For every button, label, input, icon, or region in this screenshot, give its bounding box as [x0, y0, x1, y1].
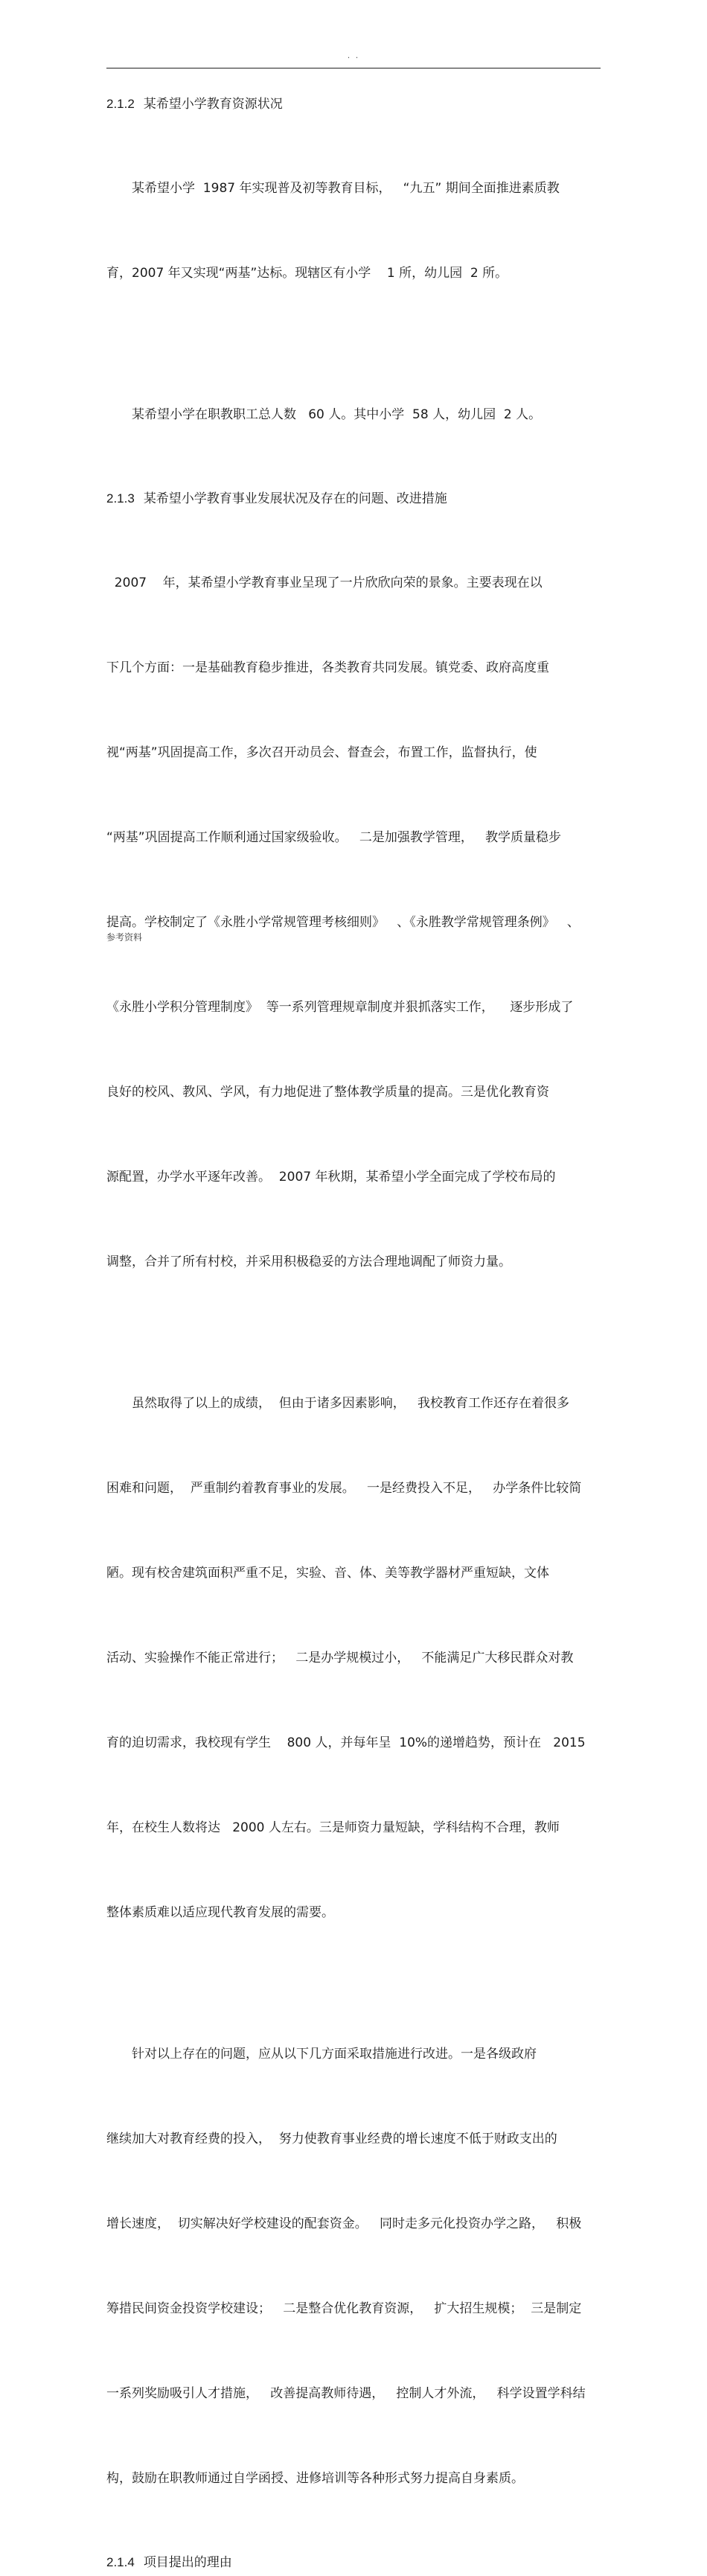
text-line: 《永胜小学积分管理制度》 等一系列管理规章制度并狠抓落实工作， 逐步形成了: [106, 1000, 574, 1015]
text-line: 某希望小学在职教职工总人数 60 人。其中小学 58 人，幼儿园 2 人。: [106, 407, 542, 422]
text-line: 2007 年，某希望小学教育事业呈现了一片欣欣向荣的景象。主要表现在以: [106, 576, 543, 590]
text-line: “两基”巩固提高工作顺利通过国家级验收。 二是加强教学管理， 教学质量稳步: [106, 830, 562, 845]
section-heading-2-1-2: [106, 91, 601, 118]
paragraph: [106, 512, 601, 1333]
section-title: 项目提出的理由: [143, 2555, 232, 2570]
text-line: 良好的校风、教风、学风，有力地促进了整体教学质量的提高。三是优化教育资: [106, 1085, 549, 1100]
text-line: 虽然取得了以上的成绩， 但由于诸多因素影响， 我校教育工作还存在着很多: [106, 1396, 570, 1411]
document-body: [106, 91, 601, 2576]
section-number: 2.1.4: [106, 2555, 135, 2569]
text-line: 育，2007 年又实现“两基”达标。现辖区有小学 1 所，幼儿园 2 所。: [106, 266, 508, 281]
paragraph: [106, 344, 601, 485]
text-line: 活动、实验操作不能正常进行； 二是办学规模过小， 不能满足广大移民群众对教: [106, 1651, 574, 1665]
paragraph: [106, 1983, 601, 2549]
section-heading-2-1-3: [106, 485, 601, 512]
text-line: 调整，合并了所有村校，并采用积极稳妥的方法合理地调配了师资力量。: [106, 1254, 511, 1269]
text-line: 视“两基”巩固提高工作，多次召开动员会、督查会，布置工作，监督执行，使: [106, 745, 537, 760]
page-footer: 参考资料: [106, 932, 143, 943]
paragraph: [106, 118, 601, 344]
text-line: 整体素质难以适应现代教育发展的需要。: [106, 1905, 334, 1920]
section-number: 2.1.3: [106, 491, 135, 506]
page-header-mark: . .: [347, 51, 360, 60]
section-number: 2.1.2: [106, 97, 135, 111]
section-title: 某希望小学教育事业发展状况及存在的问题、改进措施: [143, 491, 447, 506]
text-line: 增长速度， 切实解决好学校建设的配套资金。 同时走多元化投资办学之路， 积极: [106, 2216, 582, 2231]
text-line: 一系列奖励吸引人才措施， 改善提高教师待遇， 控制人才外流， 科学设置学科结: [106, 2386, 586, 2401]
text-line: 陋。现有校舍建筑面积严重不足，实验、音、体、美等教学器材严重短缺，文体: [106, 1566, 549, 1581]
text-line: 构，鼓励在职教师通过自学函授、进修培训等各种形式努力提高自身素质。: [106, 2471, 524, 2486]
text-line: 继续加大对教育经费的投入， 努力使教育事业经费的增长速度不低于财政支出的: [106, 2132, 557, 2146]
paragraph: [106, 1333, 601, 1983]
text-line: 提高。学校制定了《永胜小学常规管理考核细则》 、《永胜教学常规管理条例》 、: [106, 915, 580, 930]
text-line: 困难和问题， 严重制约着教育事业的发展。 一是经费投入不足， 办学条件比较简: [106, 1481, 582, 1496]
text-line: 筹措民间资金投资学校建设； 二是整合优化教育资源， 扩大招生规模； 三是制定: [106, 2301, 582, 2316]
text-line: 针对以上存在的问题，应从以下几方面采取措施进行改进。一是各级政府: [106, 2047, 537, 2062]
text-line: 年，在校生人数将达 2000 人左右。三是师资力量短缺，学科结构不合理，教师: [106, 1820, 560, 1835]
section-heading-2-1-4: [106, 2549, 601, 2576]
text-line: 下几个方面：一是基础教育稳步推进，各类教育共同发展。镇党委、政府高度重: [106, 660, 549, 675]
section-title: 某希望小学教育资源状况: [143, 97, 283, 112]
text-line: 育的迫切需求，我校现有学生 800 人，并每年呈 10%的递增趋势，预计在 2015: [106, 1735, 586, 1750]
text-line: 源配置，办学水平逐年改善。 2007 年秋期，某希望小学全面完成了学校布局的: [106, 1170, 556, 1185]
text-line: 某希望小学 1987 年实现普及初等教育目标， “九五” 期间全面推进素质教: [106, 181, 560, 196]
